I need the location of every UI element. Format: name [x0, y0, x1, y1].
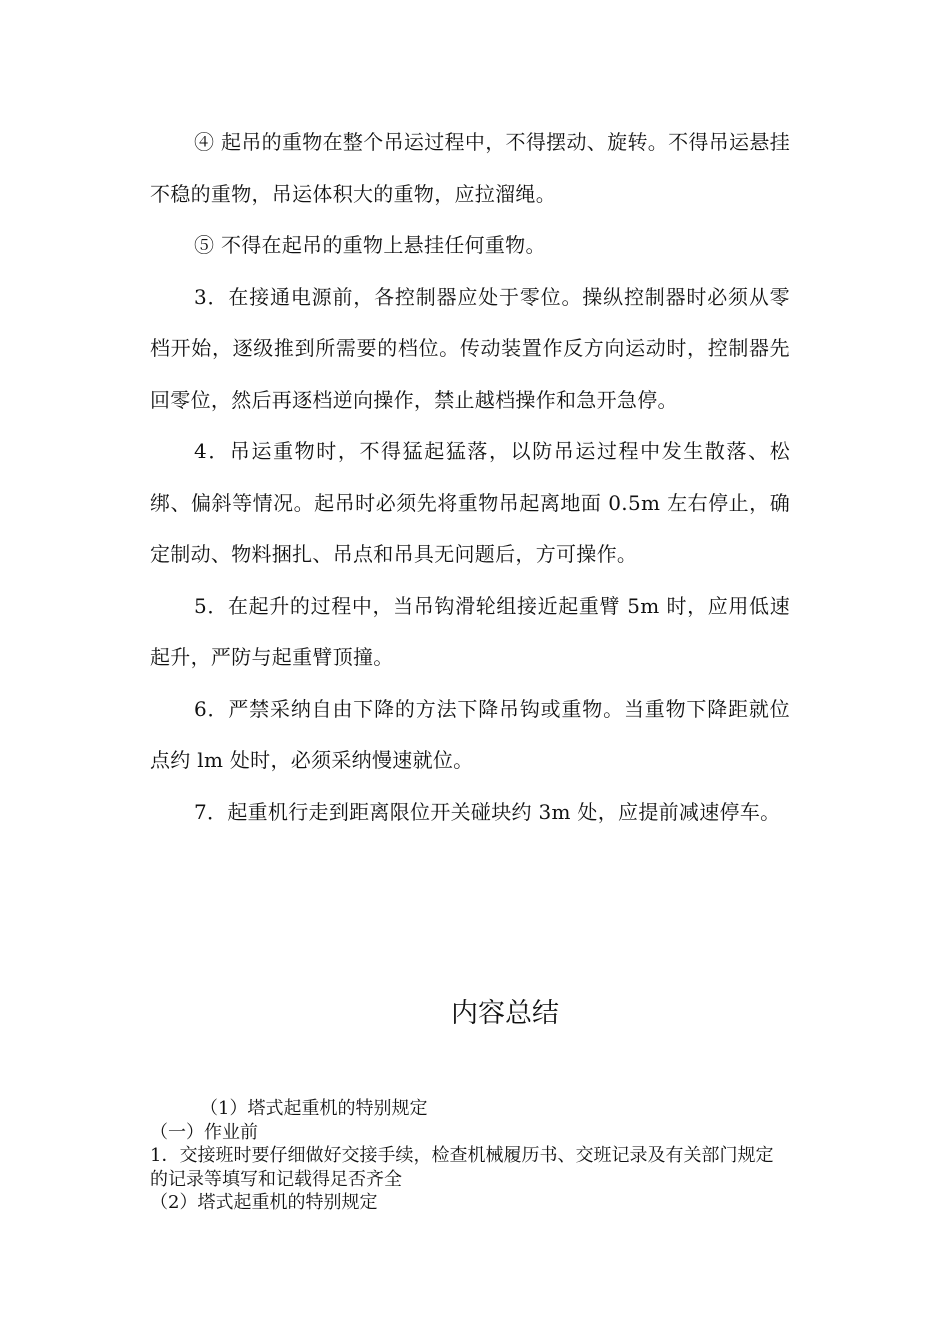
summary-section: [150, 1097, 790, 1215]
paragraph-rule-7: 7．起重机行走到距离限位开关碰块约 3m 处，应提前减速停车。: [194, 799, 781, 824]
paragraph-item-4: ④ 起吊的重物在整个吊运过程中，不得摆动、旋转。不得吊运悬挂不稳的重物，吊运体积大的重物，应拉溜绳。: [150, 130, 790, 206]
document-body: [150, 117, 790, 838]
summary-line-1: （1）塔式起重机的特别规定: [200, 1098, 428, 1119]
summary-line-2: （一）作业前: [150, 1121, 258, 1143]
paragraph-rule-6: 6．严禁采纳自由下降的方法下降吊钩或重物。当重物下降距就位点约 lm 处时，必须采纳慢速就位。: [150, 696, 790, 772]
summary-title: 内容总结: [451, 998, 559, 1029]
paragraph-rule-3: 3．在接通电源前，各控制器应处于零位。操纵控制器时必须从零档开始，逐级推到所需要的档位。传动装置作反方向运动时，控制器先回零位，然后再逐档逆向操作，禁止越档操作和急开急停。: [150, 284, 790, 412]
summary-line-3: 1．交接班时要仔细做好交接手续，检查机械履历书、交班记录及有关部门规定的记录等填写和记载得足否齐全: [150, 1145, 774, 1190]
paragraph-item-5: ⑤ 不得在起吊的重物上悬挂任何重物。: [194, 233, 546, 257]
paragraph-rule-5: 5．在起升的过程中，当吊钩滑轮组接近起重臂 5m 时，应用低速起升，严防与起重臂顶撞。: [150, 593, 790, 669]
summary-line-4: （2）塔式起重机的特别规定: [150, 1192, 378, 1213]
paragraph-rule-4: 4．吊运重物时，不得猛起猛落，以防吊运过程中发生散落、松绑、偏斜等情况。起吊时必须先将重物吊起离地面 0.5m 左右停止，确定制动、物料捆扎、吊点和吊具无问题后，方可操作。: [150, 439, 790, 566]
